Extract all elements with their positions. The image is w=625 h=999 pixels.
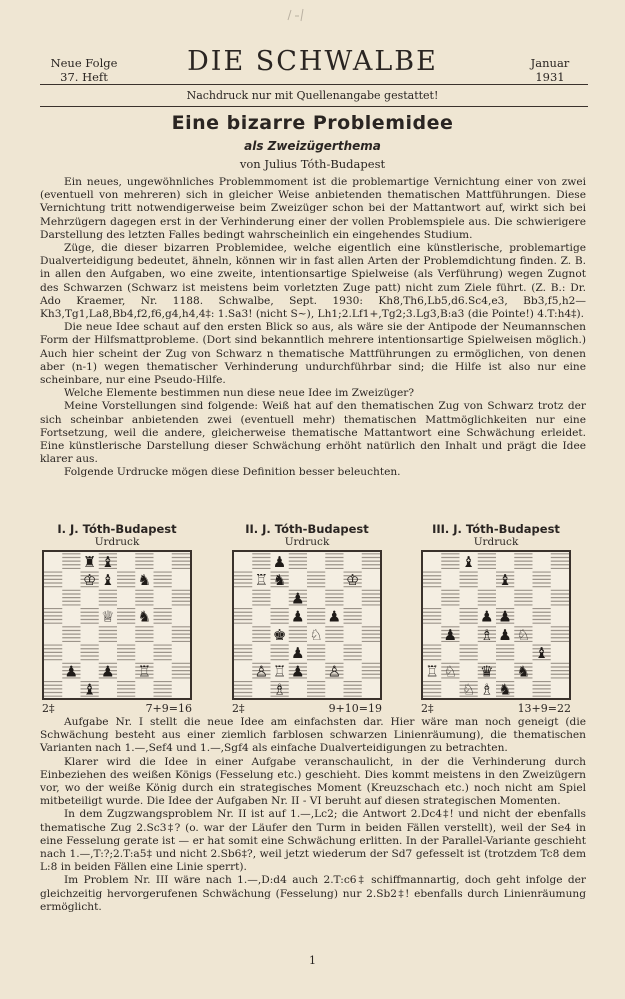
dark-square — [478, 590, 496, 605]
chess-piece-icon: ♖ — [272, 662, 287, 681]
piece-count: 13+9=22 — [517, 702, 571, 715]
dark-square — [62, 590, 80, 605]
dark-square — [154, 572, 172, 587]
header-rule-top — [40, 84, 588, 85]
diagram-source: Urdruck — [94, 536, 140, 548]
diagram-3 — [421, 522, 571, 715]
chess-piece-icon: ♝ — [82, 680, 97, 698]
dark-square — [551, 590, 569, 605]
stipulation: 2‡ — [232, 702, 245, 715]
paragraph: Folgende Urdrucke mögen diese Definition besser beleuchten. — [64, 466, 401, 479]
dark-square — [271, 645, 289, 660]
chess-piece-icon: ♜ — [82, 552, 97, 571]
dark-square — [533, 572, 551, 587]
chess-piece-icon: ♞ — [272, 571, 287, 590]
dark-square — [172, 627, 190, 642]
pencil-mark-icon — [285, 6, 311, 24]
header-rule-bottom — [40, 106, 588, 107]
dark-square — [154, 609, 172, 624]
page-number: 1 — [309, 954, 316, 967]
dark-square — [252, 590, 270, 605]
article-title: Eine bizarre Problemidee — [171, 112, 454, 134]
dark-square — [44, 682, 62, 697]
dark-square — [533, 609, 551, 624]
chess-piece-icon: ♔ — [345, 571, 360, 590]
paragraph: Im Problem Nr. III wäre nach 1.—,D:d4 auch 2.T:c6‡ schiffmannartig, doch geht infolge der gleichzeitig hervorgerufenen Schwächung (Fesselung) nur 2.Sb2‡! ebenfalls durch Linienräumung ermöglicht. — [40, 874, 586, 913]
chess-piece-icon: ♟ — [272, 552, 287, 571]
dark-square — [514, 590, 532, 605]
dark-square — [44, 609, 62, 624]
paragraph: Klarer wird die Idee in einer Aufgabe veranschaulicht, in der die Verhinderung durch Einbeziehen des weißen Königs (Fesselung etc.) geschieht. Dies kommt meistens in den Zweizügern vor, wo der weiße König durch ein strategisches Moment (Kreuzschach etc.) noch nicht am Spiel mitbeteiligt wurde. Die Idee der Aufgaben Nr. II - VI beruht auf diesen strategischen Momenten. — [40, 755, 586, 808]
dark-square — [154, 682, 172, 697]
dark-square — [514, 554, 532, 569]
dark-square — [44, 572, 62, 587]
chess-piece-icon: ♙ — [254, 662, 269, 681]
diagram-title: III. J. Tóth-Budapest — [432, 522, 560, 536]
journal-title: DIE SCHWALBE — [187, 46, 438, 77]
issue-number: 37. Heft — [60, 70, 108, 84]
chess-piece-icon: ♟ — [291, 662, 305, 681]
chess-piece-icon: ♗ — [480, 625, 494, 644]
dark-square — [117, 645, 135, 660]
dark-square — [44, 645, 62, 660]
chess-piece-icon: ♔ — [82, 571, 97, 590]
dark-square — [423, 572, 441, 587]
dark-square — [62, 554, 80, 569]
chess-piece-icon: ♟ — [498, 607, 512, 626]
dark-square — [362, 554, 380, 569]
dark-square — [271, 609, 289, 624]
diagram-1 — [42, 522, 192, 715]
dark-square — [533, 682, 551, 697]
dark-square — [460, 609, 478, 624]
dark-square — [423, 609, 441, 624]
chess-piece-icon: ♘ — [516, 625, 531, 644]
dark-square — [289, 627, 307, 642]
dark-square — [551, 554, 569, 569]
chess-board — [421, 550, 571, 700]
chess-piece-icon: ♟ — [291, 644, 305, 663]
dark-square — [234, 609, 252, 624]
chess-piece-icon: ♛ — [480, 662, 494, 681]
dark-square — [99, 627, 117, 642]
chess-piece-icon: ♗ — [480, 680, 494, 698]
dark-square — [307, 609, 325, 624]
dark-square — [460, 645, 478, 660]
article-body-bottom — [40, 716, 586, 914]
chess-piece-icon: ♟ — [498, 625, 512, 644]
dark-square — [362, 590, 380, 605]
chess-piece-icon: ♝ — [461, 552, 476, 571]
chess-piece-icon: ♟ — [480, 607, 494, 626]
dark-square — [423, 682, 441, 697]
dark-square — [344, 609, 362, 624]
chess-board — [42, 550, 192, 700]
dark-square — [496, 645, 514, 660]
dark-square — [81, 609, 99, 624]
dark-square — [172, 590, 190, 605]
chess-piece-icon: ♞ — [137, 607, 152, 626]
paragraph: Züge, die dieser bizarren Problemidee, welche eigentlich eine künstlerische, problemartige Dualverteidigung bedeutet, ähneln, können wir in fast allen Arten der Problemdichtung finden. Z. B. in allen den Aufgaben, wo eine zweite, intentionsartige Spielweise (als Verführung) wegen Zugnot des Schwarzen (Schwarz ist meistens beim vorletzten Zuge patt) nicht zum Ziele führt. (Z. B.: Dr. Ado Kraemer, Nr. 1188. Schwalbe, Sept. 1930: Kh8,Th6,Lb5,d6.Sc4,e3, Bb3,f5,h2—Kh3,Tg1,La8,Bb4,f2,f6,g4,h4,4‡: 1.Sa3! (nicht S~), Lh1;2.Lf1+,Tg2;3.Lg3,B:a3 (die Pointe!) 4.T:h4‡). — [40, 242, 586, 321]
dark-square — [135, 590, 153, 605]
chess-piece-icon: ♚ — [272, 625, 287, 644]
dark-square — [307, 572, 325, 587]
diagram-source: Urdruck — [473, 536, 519, 548]
dark-square — [172, 663, 190, 678]
diagram-2 — [232, 522, 382, 715]
dark-square — [551, 627, 569, 642]
chess-piece-icon: ♝ — [101, 571, 115, 590]
stipulation: 2‡ — [42, 702, 55, 715]
issue-month: Januar — [530, 56, 570, 70]
dark-square — [344, 682, 362, 697]
piece-count: 9+10=19 — [328, 702, 382, 715]
dark-square — [344, 645, 362, 660]
paragraph: Meine Vorstellungen sind folgende: Weiß hat auf den thematischen Zug von Schwarz trotz der sich scheinbar anbietenden zwei (eventuell mehr) thematischen Mattmöglichkeiten nur eine Fortsetzung, weil die andere, gleicherweise thematische Mattantwort eine Schwächung erleidet. Eine künstlerische Darstellung dieser Schwächung erhöht natürlich den Inhalt und prägt die Idee klarer aus. — [40, 400, 586, 466]
chess-piece-icon: ♞ — [498, 680, 512, 698]
dark-square — [135, 627, 153, 642]
paragraph: Ein neues, ungewöhnliches Problemmoment ist die problemartige Vernichtung einer von zwei (eventuell von mehreren) sich in gleicher Weise anbietenden thematischen Mattführungen. Diese Vernichtung tritt notwendigerweise beim Zweizüger schon bei der Mattantwort auf, wirkt sich bei Mehrzügern dagegen erst in der Verhinderung einer der vollen Problemspiele aus. Die schwierigere Darstellung des letzten Falles bedingt wahrscheinlich ein eingehendes Studium. — [40, 176, 586, 241]
chess-piece-icon: ♖ — [137, 662, 152, 681]
dark-square — [325, 554, 343, 569]
board-svg — [44, 552, 190, 698]
chess-board — [232, 550, 382, 700]
dark-square — [441, 590, 459, 605]
dark-square — [307, 682, 325, 697]
chess-piece-icon: ♝ — [101, 552, 115, 571]
dark-square — [81, 645, 99, 660]
chess-piece-icon: ♝ — [534, 644, 549, 663]
diagram-source: Urdruck — [284, 536, 330, 548]
dark-square — [478, 554, 496, 569]
dark-square — [289, 554, 307, 569]
dark-square — [99, 590, 117, 605]
dark-square — [252, 627, 270, 642]
stipulation: 2‡ — [421, 702, 434, 715]
chess-piece-icon: ♘ — [461, 680, 476, 698]
chess-piece-icon: ♕ — [101, 607, 115, 626]
dark-square — [362, 627, 380, 642]
chess-piece-icon: ♟ — [64, 662, 79, 681]
dark-square — [117, 609, 135, 624]
diagram-title: II. J. Tóth-Budapest — [245, 522, 369, 536]
dark-square — [551, 663, 569, 678]
chess-piece-icon: ♖ — [254, 571, 269, 590]
diagram-title: I. J. Tóth-Budapest — [57, 522, 177, 536]
article-subtitle: als Zweizügerthema — [244, 139, 381, 153]
dark-square — [234, 645, 252, 660]
piece-count: 7+9=16 — [145, 702, 192, 715]
chess-piece-icon: ♙ — [327, 662, 342, 681]
paragraph: Aufgabe Nr. I stellt die neue Idee am einfachsten dar. Hier wäre man noch geneigt (die Schwächung besteht aus einer ziemlich farblosen schwarzen Linienräumung), die thematischen Varianten nach 1.—,Sef4 und 1.—,Sgf4 als einfache Dualverteidigungen zu betrachten. — [40, 716, 586, 755]
issue-date — [515, 56, 585, 84]
board-svg — [234, 552, 380, 698]
dark-square — [234, 682, 252, 697]
dark-square — [172, 554, 190, 569]
dark-square — [325, 590, 343, 605]
dark-square — [441, 554, 459, 569]
paragraph: Welche Elemente bestimmen nun diese neue Idee im Zweizüger? — [64, 387, 415, 400]
chess-piece-icon: ♞ — [516, 662, 531, 681]
issue-year: 1931 — [535, 70, 565, 84]
chess-piece-icon: ♟ — [101, 662, 115, 681]
chess-piece-icon: ♞ — [137, 571, 152, 590]
dark-square — [325, 627, 343, 642]
chess-piece-icon: ♟ — [443, 625, 458, 644]
chess-piece-icon: ♝ — [498, 571, 512, 590]
dark-square — [62, 627, 80, 642]
chess-piece-icon: ♖ — [425, 662, 439, 681]
chess-piece-icon: ♘ — [443, 662, 458, 681]
dark-square — [234, 572, 252, 587]
chess-piece-icon: ♘ — [309, 625, 323, 644]
reprint-note: Nachdruck nur mit Quellenangabe gestattet! — [186, 89, 439, 102]
paragraph: In dem Zugzwangsproblem Nr. II ist auf 1.—,Lc2; die Antwort 2.Dc4‡! und nicht der ebenfalls thematische Zug 2.Sc3‡? (o. war der Läufer den Turm in beiden Fällen verstellt), weil der Se4 in eine Fesselung gerate ist — er hat somit eine Schwächung erlitten. In der Parallel-Variante geschieht nach 1.—,T:?;2.T:a5‡ und nicht 2.Sb6‡?, weil jetzt wiederum der Sd7 gefesselt ist (trotzdem Tc8 dem L:8 in beiden Fällen eine Linie sperrt). — [40, 808, 586, 874]
dark-square — [154, 645, 172, 660]
dark-square — [117, 572, 135, 587]
chess-piece-icon: ♗ — [272, 680, 287, 698]
chess-piece-icon: ♟ — [327, 607, 342, 626]
article-author: von Julius Tóth-Budapest — [239, 157, 386, 171]
chess-piece-icon: ♟ — [291, 589, 305, 608]
dark-square — [252, 554, 270, 569]
dark-square — [135, 554, 153, 569]
dark-square — [117, 682, 135, 697]
paragraph: Die neue Idee schaut auf den ersten Blick so aus, als wäre sie der Antipode der Neumannschen Form der Hilfsmattprobleme. (Dort sind bekanntlich mehrere intentionsartige Spielweisen möglich.) Auch hier scheint der Zug von Schwarz n thematische Mattführungen zu ermöglichen, von denen aber (n-1) wegen thematischer Verhinderung undurchführbar sind; die Hilfe ist also nur eine scheinbare, nur eine Pseudo-Hilfe. — [40, 321, 586, 387]
chess-piece-icon: ♟ — [291, 607, 305, 626]
series-label: Neue Folge — [50, 56, 118, 70]
dark-square — [307, 645, 325, 660]
board-svg — [423, 552, 569, 698]
article-body-top — [40, 176, 586, 480]
dark-square — [423, 645, 441, 660]
dark-square — [362, 663, 380, 678]
dark-square — [460, 572, 478, 587]
